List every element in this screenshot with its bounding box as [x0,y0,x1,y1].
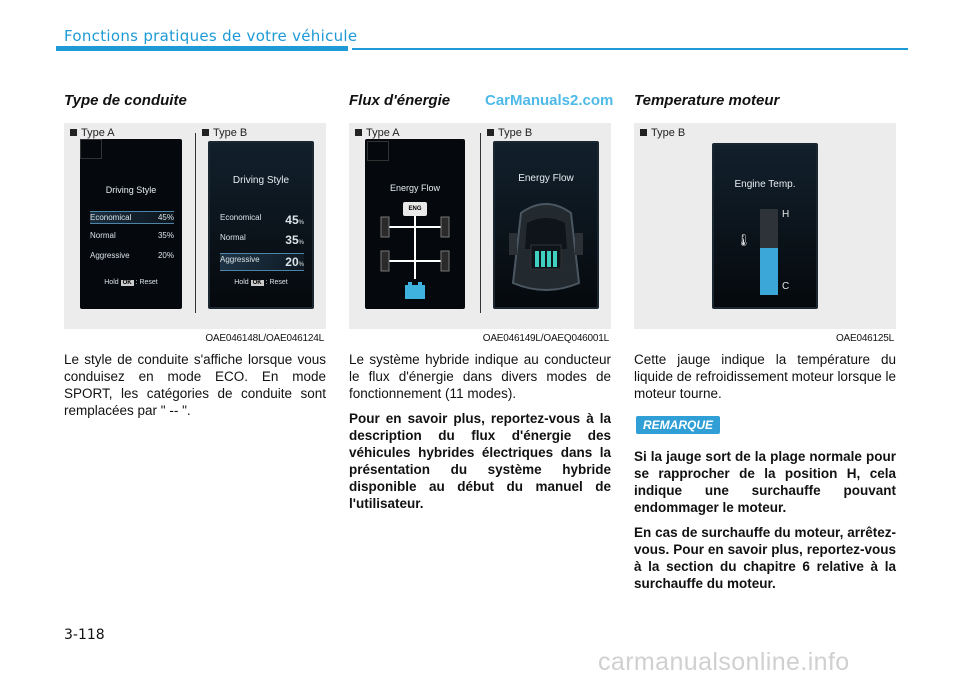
gauge-cold-label: C [782,281,790,292]
section-engine-temp [634,92,896,592]
row-aggressive: Aggressive 20% [220,255,304,269]
energy-flow-screen-a [365,139,465,309]
watermark-text: CarManuals2.com [485,92,614,109]
note-badge: REMARQUE [636,416,720,434]
engine-icon: ENG [403,202,427,216]
figure-caption: OAE046125L [835,333,894,344]
square-bullet-icon [487,129,494,136]
screen-title: Driving Style [232,175,290,186]
square-bullet-icon [640,129,647,136]
screen-title: Energy Flow [518,173,574,184]
type-b-label: Type B [202,127,247,139]
car-top-view-icon [495,193,597,305]
square-bullet-icon [355,129,362,136]
square-bullet-icon [70,129,77,136]
hold-reset-hint: Hold OK : Reset [104,279,158,286]
gauge-hot-label: H [782,209,790,220]
type-a-label: Type A [70,127,115,139]
page-number: 3-118 [64,627,105,643]
row-aggressive: Aggressive 20% [90,251,174,260]
body-paragraph: Le système hybride indique au conducteur le flux d'énergie dans divers modes de fonctionnement (11 modes). [349,352,611,401]
row-normal: Normal 35% [90,231,174,240]
screen-title: Energy Flow [389,183,441,193]
energy-flow-screen-b [493,141,599,309]
bold-paragraph: Pour en savoir plus, reportez-vous à la description du flux d'énergie des véhicules hybrides électriques dans la présentation du système hybride disponible au début du manuel de l'utilisateur. [349,411,611,511]
figure-driving-style [64,123,326,344]
section-title: Flux d'énergie [349,92,451,109]
engine-temp-screen [712,143,818,309]
figure-divider [195,133,196,313]
body-paragraph: Cette jauge indique la température du liquide de refroidissement moteur lorsque le moteur tourne. [634,352,896,401]
type-a-label: Type A [355,127,400,139]
section-driving-style [64,92,326,419]
section-title: Type de conduite [64,92,187,109]
header-rule-thick [56,46,348,51]
driving-style-screen-a [80,139,182,309]
square-bullet-icon [202,129,209,136]
row-economical: Economical 45% [90,213,174,222]
temp-gauge-fill [760,248,778,295]
row-economical: Economical 45% [220,213,304,227]
screen-title: Driving Style [105,185,157,195]
body-paragraph: Le style de conduite s'affiche lorsque vous conduisez en mode ECO. En mode SPORT, les catégories de conduite sont remplacées par " -- ". [64,352,326,418]
type-b-label: Type B [487,127,532,139]
section-header-title: Fonctions pratiques de votre véhicule [64,27,358,45]
row-normal: Normal 35% [220,233,304,247]
screen-corner-box [80,139,102,159]
section-energy-flow [349,92,614,512]
screen-title: Engine Temp. [734,179,796,190]
section-title: Temperature moteur [634,92,780,109]
battery-icon [405,285,425,299]
driving-style-screen-b [208,141,314,309]
coolant-temp-icon: 🌡 [736,233,752,247]
figure-engine-temp [634,123,896,344]
figure-caption: OAE046149L/OAEQ046001L [482,333,609,344]
type-b-label: Type B [640,127,685,139]
note-paragraph-1: Si la jauge sort de la plage normale pour se rapprocher de la position H, cela indique une surchauffe pouvant endommager le moteur. [634,449,896,515]
temp-gauge-bar [760,209,778,295]
screen-corner-box [367,141,389,161]
header-rule-thin [352,48,908,50]
figure-energy-flow [349,123,611,344]
note-paragraph-2: En cas de surchauffe du moteur, arrêtez-vous. Pour en savoir plus, reportez-vous à la section du chapitre 6 relative à la surchauffe du moteur. [634,525,896,591]
figure-divider [480,133,481,313]
footer-watermark: carmanualsonline.info [598,648,850,676]
hold-reset-hint: Hold OK : Reset [234,279,288,286]
figure-caption: OAE046148L/OAE046124L [205,333,324,344]
